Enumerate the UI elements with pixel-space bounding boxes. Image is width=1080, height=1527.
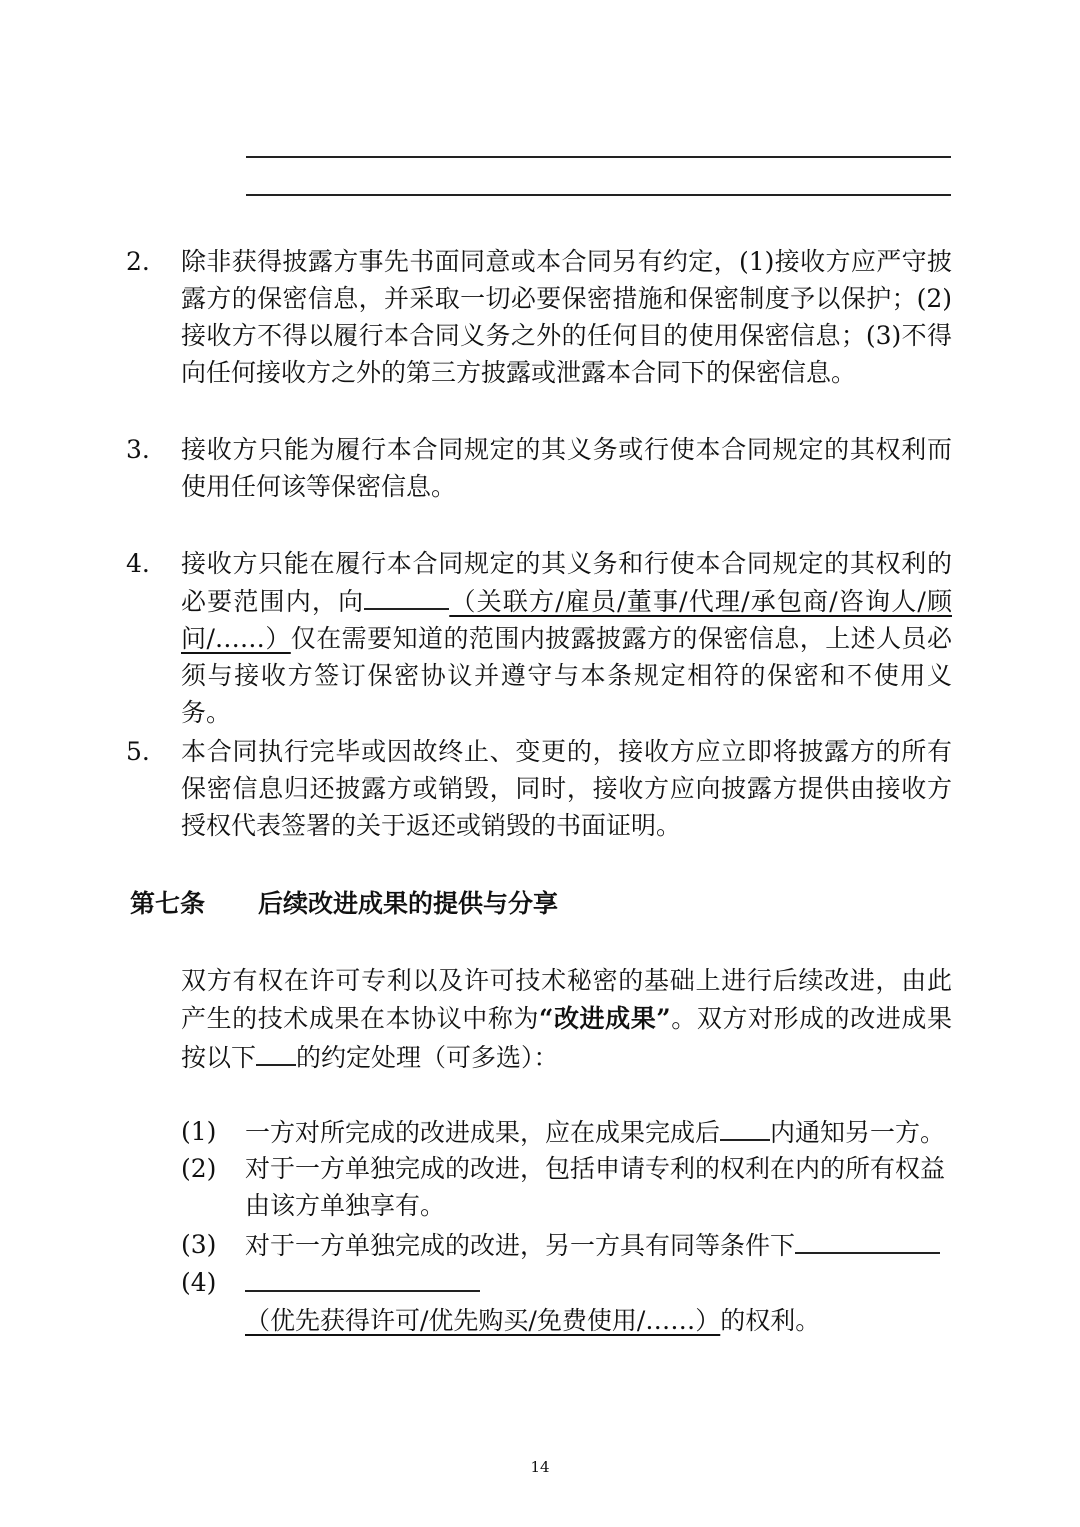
defined-term: “改进成果” bbox=[539, 1004, 671, 1033]
subitem-text: 的权利。 bbox=[720, 1306, 821, 1335]
clause-number: 5. bbox=[126, 737, 150, 766]
clause-text-part: 接收方只能在履行本合同规定的其义务和行使本合同规定的其权利的必要范围内，向 bbox=[181, 549, 952, 616]
subitem-text: 内通知另一方。 bbox=[770, 1118, 946, 1147]
subitem-text: 一方对所完成的改进成果，应在成果完成后 bbox=[245, 1118, 721, 1147]
subitem-1 bbox=[181, 1113, 952, 1151]
subitem-text: 对于一方单独完成的改进，包括申请专利的权利在内的所有权益由该方单独享有。 bbox=[245, 1154, 946, 1220]
clause-text bbox=[181, 545, 952, 731]
fill-in-blank bbox=[364, 582, 449, 610]
clause-text: 除非获得披露方事先书面同意或本合同另有约定，(1)接收方应严守披露方的保密信息，并采取一切必要保密措施和保密制度予以保护；(2)接收方不得以履行本合同义务之外的任何目的使用保密信息；(3)不得向任何接收方之外的第三方披露或泄露本合同下的保密信息。 bbox=[181, 247, 952, 387]
paragraph-text: 。双方对形成的改进成果按以下 bbox=[181, 1004, 952, 1072]
subitem-number: (2) bbox=[181, 1154, 217, 1183]
clause-item-5 bbox=[126, 733, 952, 844]
fill-in-line bbox=[246, 156, 951, 158]
clause-text: 本合同执行完毕或因故终止、变更的，接收方应立即将披露方的所有保密信息归还披露方或销毁，同时，接收方应向披露方提供由接收方授权代表签署的关于返还或销毁的书面证明。 bbox=[181, 737, 952, 840]
clause-item-2 bbox=[126, 243, 952, 391]
paragraph-text: 双方有权在许可专利以及许可技术秘密的基础上进行后续改进，由此产生的技术成果在本协议中称为 bbox=[181, 966, 952, 1033]
section-heading bbox=[130, 885, 558, 922]
clause-number: 3. bbox=[126, 435, 150, 464]
subitem-4 bbox=[181, 1264, 952, 1339]
clause-item-4 bbox=[126, 545, 952, 731]
page-number: 14 bbox=[530, 1458, 550, 1476]
underlined-options: （关联方/雇员/董事/代理/承包商/咨询人/顾问/……） bbox=[181, 587, 952, 653]
subitem-number: (4) bbox=[181, 1268, 217, 1297]
subitem-3 bbox=[181, 1226, 952, 1264]
fill-in-blank bbox=[256, 1038, 296, 1066]
clause-text: 接收方只能为履行本合同规定的其义务或行使本合同规定的其权利而使用任何该等保密信息。 bbox=[181, 435, 952, 501]
fill-in-line bbox=[246, 194, 951, 196]
clause-text-part: 仅在需要知道的范围内披露披露方的保密信息，上述人员必须与接收方签订保密协议并遵守与本条规定相符的保密和不使用义务。 bbox=[181, 624, 952, 727]
fill-in-blank bbox=[245, 1264, 480, 1292]
fill-in-blank bbox=[720, 1113, 770, 1141]
subitem-2 bbox=[181, 1150, 952, 1224]
subitem-number: (1) bbox=[181, 1117, 217, 1146]
section-number: 第七条 bbox=[130, 889, 206, 918]
underlined-options: （优先获得许可/优先购买/免费使用/……） bbox=[245, 1306, 721, 1335]
subitem-text: 对于一方单独完成的改进，另一方具有同等条件下 bbox=[245, 1231, 796, 1260]
section-title: 后续改进成果的提供与分享 bbox=[258, 889, 559, 918]
paragraph-text: 的约定处理（可多选）： bbox=[296, 1043, 559, 1072]
fill-in-blank bbox=[795, 1226, 940, 1254]
section-paragraph bbox=[181, 962, 952, 1077]
subitem-number: (3) bbox=[181, 1230, 217, 1259]
clause-number: 4. bbox=[126, 549, 150, 578]
clause-item-3 bbox=[126, 431, 952, 505]
clause-number: 2. bbox=[126, 247, 150, 276]
